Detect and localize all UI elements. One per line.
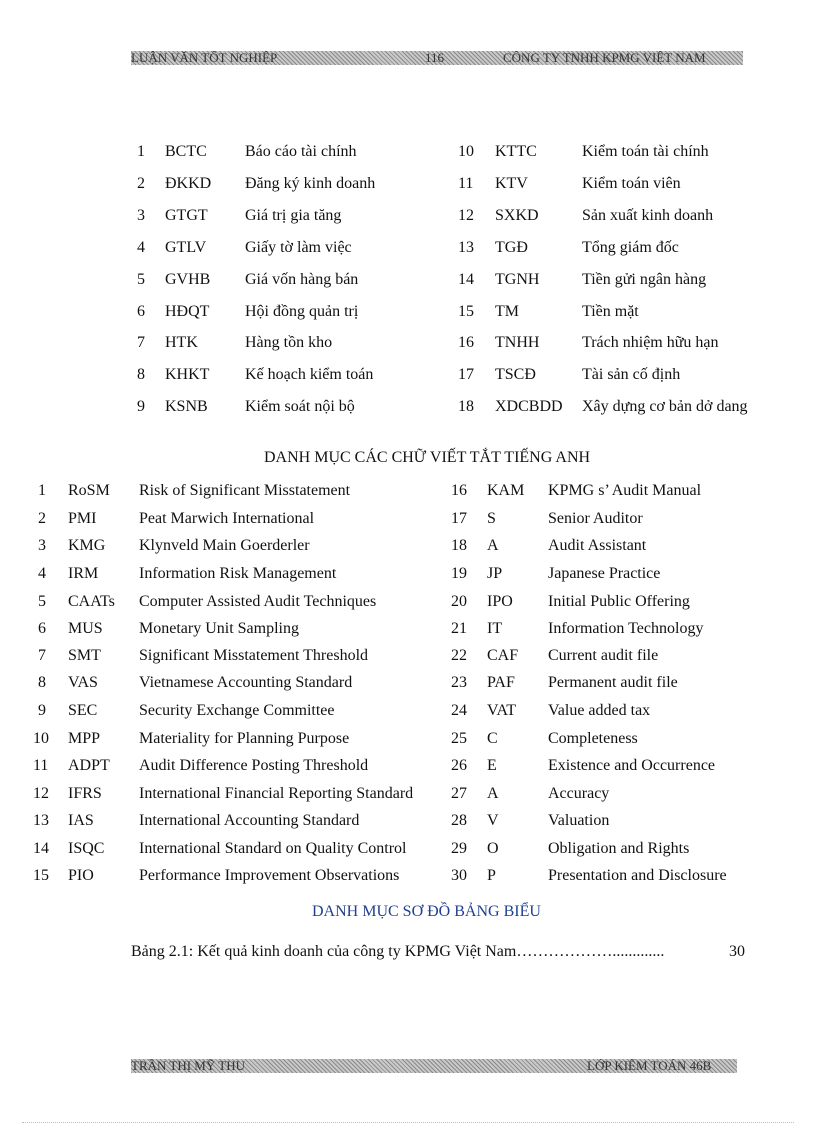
footer-band (131, 1059, 737, 1073)
footer-left: TRẦN THỊ MỸ THU (131, 1059, 245, 1073)
header-left: LUẬN VĂN TỐT NGHIỆP (131, 51, 278, 65)
footer-right: LỚP KIỂM TOÁN 46B (587, 1059, 712, 1073)
header-band (131, 51, 743, 65)
tables-list-heading: DANH MỤC SƠ ĐỒ BẢNG BIỂU (312, 903, 541, 920)
header-page-number: 116 (425, 51, 445, 65)
header-right: CÔNG TY TNHH KPMG VIỆT NAM (503, 51, 706, 65)
english-abbreviations-heading: DANH MỤC CÁC CHỮ VIẾT TẮT TIẾNG ANH (264, 449, 591, 466)
toc-entry-page: 30 (729, 943, 745, 960)
toc-entry-title: Bảng 2.1: Kết quả kinh doanh của công ty KPMG Việt Nam………………............. (131, 943, 665, 960)
toc-entry[interactable] (131, 943, 751, 961)
